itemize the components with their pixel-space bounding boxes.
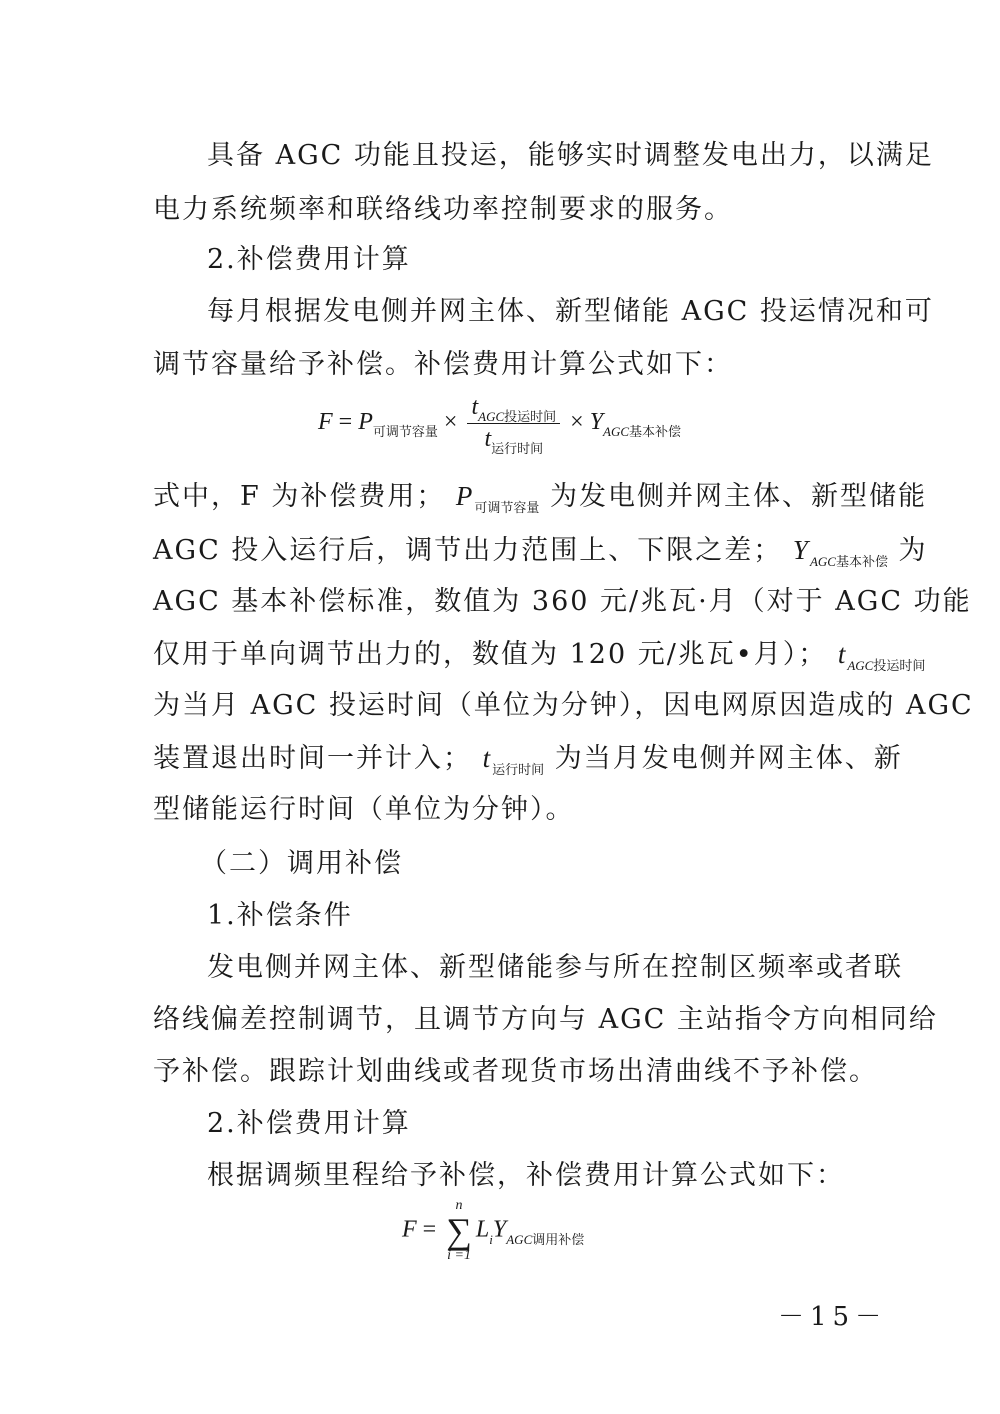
formula-times: × [443, 409, 458, 436]
sum-upper-limit: n [455, 1198, 463, 1213]
sigma-symbol: ∑ [446, 1211, 472, 1251]
paragraph-line: 发电侧并网主体、新型储能参与所在控制区频率或者联 [207, 952, 903, 983]
inline-sub-t-run: 运行时间 [492, 763, 545, 778]
inline-sub-agc: AGC [809, 554, 836, 569]
formula-sub-y-dispatch: 调用补偿 [532, 1231, 585, 1247]
section-heading: 2.补偿费用计算 [207, 244, 411, 275]
paragraph-line: 根据调频里程给予补偿，补偿费用计算公式如下： [207, 1160, 845, 1191]
formula-sub-t-run: 运行时间 [491, 441, 544, 456]
text-segment: 装置退出时间一并计入； [153, 743, 472, 774]
formula-fraction [467, 394, 560, 456]
paragraph-line: AGC 基本补偿标准，数值为 360 元/兆瓦·月（对于 AGC 功能 [153, 586, 972, 617]
text-segment: 式中，F 为补偿费用； [153, 481, 446, 512]
paragraph-line [153, 634, 926, 680]
sum-lower-limit: i =1 [447, 1248, 471, 1263]
paragraph-line: 予补偿。跟踪计划曲线或者现货市场出清曲线不予补偿。 [153, 1056, 878, 1087]
paragraph-line: 每月根据发电侧并网主体、新型储能 AGC 投运情况和可 [207, 296, 934, 327]
formula-times: × [570, 409, 584, 436]
paragraph-line [153, 738, 903, 784]
paragraph-line: 型储能运行时间（单位为分钟）。 [153, 794, 575, 825]
inline-sub-t-agc: 投运时间 [873, 659, 926, 674]
formula-summation [446, 1198, 472, 1264]
section-heading: （二）调用补偿 [200, 848, 403, 879]
paragraph-line [153, 476, 928, 522]
inline-sub-y: 基本补偿 [835, 555, 888, 570]
paragraph-line: 调节容量给予补偿。补偿费用计算公式如下： [153, 349, 733, 380]
formula-sub-agc: AGC [506, 1231, 533, 1247]
text-segment: 为发电侧并网主体、新型储能 [550, 481, 928, 512]
formula-sub-t-agc: 投运时间 [504, 409, 557, 424]
formula-var-f: F [402, 1216, 417, 1243]
formula-var-f: F [318, 409, 333, 436]
formula-agc-dispatch-compensation [402, 1198, 584, 1264]
page-number: －15－ [778, 1302, 888, 1332]
formula-var-y: Y [589, 409, 604, 436]
formula-var-p: P [358, 409, 373, 436]
text-segment: 为 [898, 535, 928, 566]
paragraph-line: 具备 AGC 功能且投运，能够实时调整发电出力，以满足 [207, 140, 934, 171]
formula-equals: = [422, 1216, 437, 1243]
inline-sub-p: 可调节容量 [474, 501, 540, 516]
formula-sub-agc: AGC [603, 424, 630, 440]
formula-sub-y: 基本补偿 [629, 424, 682, 440]
inline-var-t: t [482, 743, 493, 773]
formula-var-l: L [475, 1216, 490, 1243]
inline-var-p: P [455, 481, 475, 511]
paragraph-line: 电力系统频率和联络线功率控制要求的服务。 [153, 194, 733, 225]
paragraph-line: 络线偏差控制调节，且调节方向与 AGC 主站指令方向相同给 [153, 1004, 938, 1035]
formula-sub-p: 可调节容量 [372, 424, 438, 440]
inline-sub-agc: AGC [847, 658, 874, 673]
formula-sub-agc: AGC [478, 409, 505, 424]
text-segment: AGC 投入运行后，调节出力范围上、下限之差； [153, 535, 783, 566]
section-heading: 1.补偿条件 [207, 900, 353, 931]
section-heading: 2.补偿费用计算 [207, 1108, 411, 1139]
formula-equals: = [338, 409, 353, 436]
formula-var-y: Y [492, 1216, 507, 1243]
formula-agc-capacity-compensation [318, 394, 682, 456]
formula-var-t: t [484, 426, 492, 452]
text-segment: 仅用于单向调节出力的，数值为 120 元/兆瓦•月）； [153, 639, 828, 670]
formula-var-t: t [471, 394, 479, 420]
formula-sub-l: i [489, 1231, 493, 1247]
paragraph-line [153, 530, 928, 576]
text-segment: 为当月发电侧并网主体、新 [554, 743, 903, 774]
paragraph-line: 为当月 AGC 投运时间（单位为分钟），因电网原因造成的 AGC [153, 690, 974, 721]
inline-var-y: Y [792, 535, 810, 565]
inline-var-t: t [837, 639, 848, 669]
